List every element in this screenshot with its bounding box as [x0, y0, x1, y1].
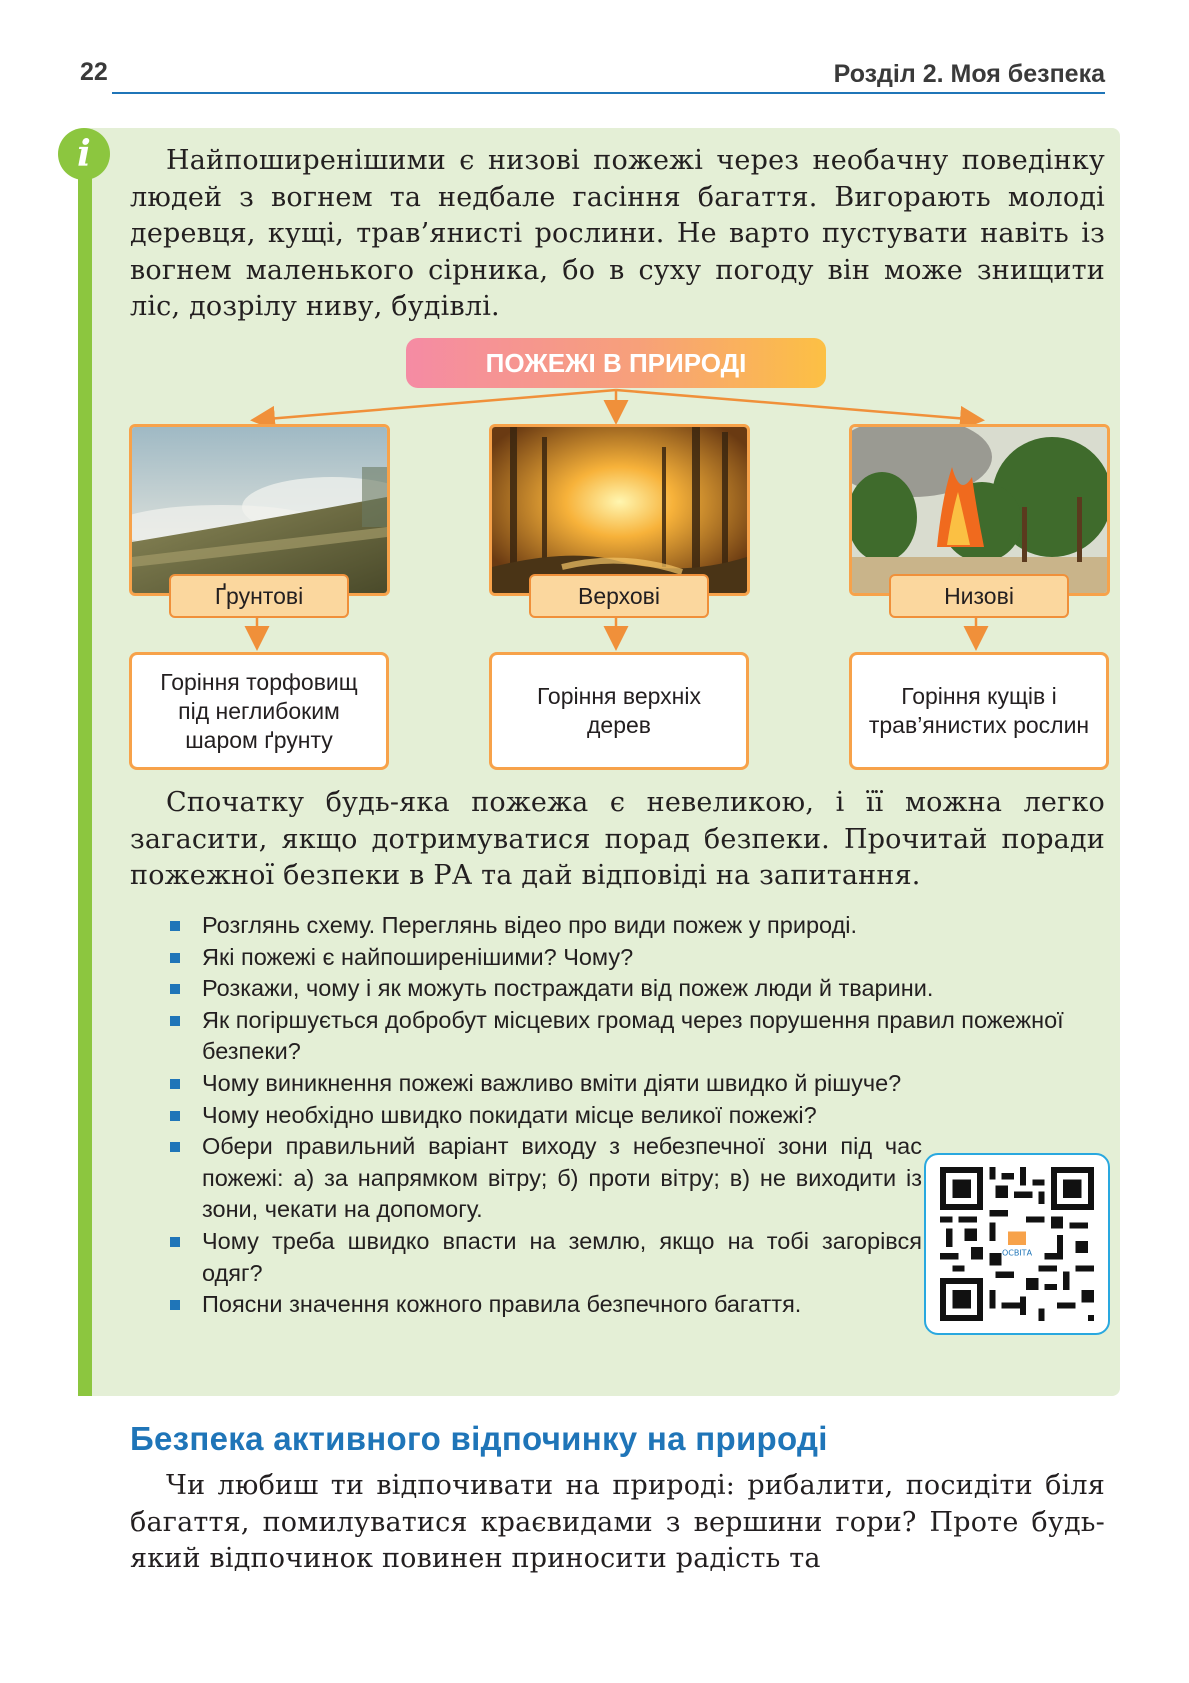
ground-fire-photo — [129, 424, 390, 596]
section-heading: Безпека активного відпочинку на природі — [130, 1420, 828, 1457]
list-item: Чому необхідно швидко покидати місце великої пожежі? — [170, 1100, 1106, 1132]
crown-fire-description — [489, 652, 749, 770]
list-item: Чому треба швидко впасти на землю, якщо на тобі загорівся одяг? — [170, 1226, 922, 1289]
header-rule — [112, 92, 1105, 94]
list-item: Поясни значення кожного правила безпечного багаття. — [170, 1289, 922, 1321]
qr-logo-text: ОСВІТА — [1001, 1248, 1033, 1258]
list-item: Чому виникнення пожежі важливо вміти діяти швидко й рішуче? — [170, 1068, 1106, 1100]
bullet-icon — [170, 1237, 180, 1247]
bullet-icon — [170, 1300, 180, 1310]
bullet-icon — [170, 1079, 180, 1089]
intro-paragraph — [130, 143, 1105, 326]
list-item: Як погіршується добробут місцевих громад через порушення правил пожежної безпеки? — [170, 1005, 1106, 1068]
crown-fire-description-text: Горіння верхніх дерев — [537, 683, 701, 738]
advice-paragraph — [130, 785, 1105, 895]
surface-fire-label: Низові — [889, 574, 1069, 618]
ground-fire-description — [129, 652, 389, 770]
list-item: Розкажи, чому і як можуть постраждати від пожеж люди й тварини. — [170, 973, 1106, 1005]
intro-text: Найпоширенішими є низові пожежі через необачну поведінку людей з вогнем та недбале гасіння багаття. Вигорають молоді деревця, кущі, трав’янисті рослини. Не варто пустувати навіть із вогнем маленького сірника, бо в суху погоду він може знищити ліс, дозрілу ниву, будівлі. — [130, 145, 1105, 322]
crown-fire-photo — [489, 424, 750, 596]
closing-paragraph — [130, 1468, 1105, 1578]
info-icon: i — [58, 128, 110, 180]
bullet-icon — [170, 921, 180, 931]
ground-fire-label: Ґрунтові — [169, 574, 349, 618]
qr-code-icon — [938, 1167, 1096, 1321]
page-number: 22 — [80, 58, 108, 86]
diagram-title: ПОЖЕЖІ В ПРИРОДІ — [406, 338, 826, 388]
list-item: Які пожежі є найпоширенішими? Чому? — [170, 942, 1106, 974]
bullet-icon — [170, 1016, 180, 1026]
surface-fire-description — [849, 652, 1109, 770]
bullet-icon — [170, 953, 180, 963]
bullet-icon — [170, 1111, 180, 1121]
info-box-side-bar — [78, 162, 92, 1396]
list-item: Обери правильний варіант виходу з небезпечної зони під час пожежі: а) за напрямком вітру; б) проти вітру; в) не виходити із зони, чекати на допомогу. — [170, 1131, 922, 1226]
ground-fire-description-text: Горіння торфовищ під неглибоким шаром ґрунту — [160, 668, 358, 753]
qr-code[interactable] — [924, 1153, 1110, 1335]
bullet-icon — [170, 1142, 180, 1152]
advice-text: Спочатку будь-яка пожежа є невеликою, і її можна легко загасити, якщо дотримуватися порад безпеки. Прочитай поради пожежної безпеки в РА та дай відповіді на запитання. — [130, 787, 1105, 891]
surface-fire-description-text: Горіння кущів і трав’янистих рослин — [868, 683, 1090, 738]
surface-fire-photo — [849, 424, 1110, 596]
list-item: Розглянь схему. Переглянь відео про види пожеж у природі. — [170, 910, 1106, 942]
page-header — [80, 58, 1105, 94]
crown-fire-label: Верхові — [529, 574, 709, 618]
bullet-icon — [170, 984, 180, 994]
closing-text: Чи любиш ти відпочивати на природі: рибалити, посидіти біля багаття, помилуватися краєвидами з вершини гори? Проте будь-який відпочинок повинен приносити радість та — [130, 1470, 1105, 1574]
section-title: Розділ 2. Моя безпека — [833, 60, 1105, 88]
